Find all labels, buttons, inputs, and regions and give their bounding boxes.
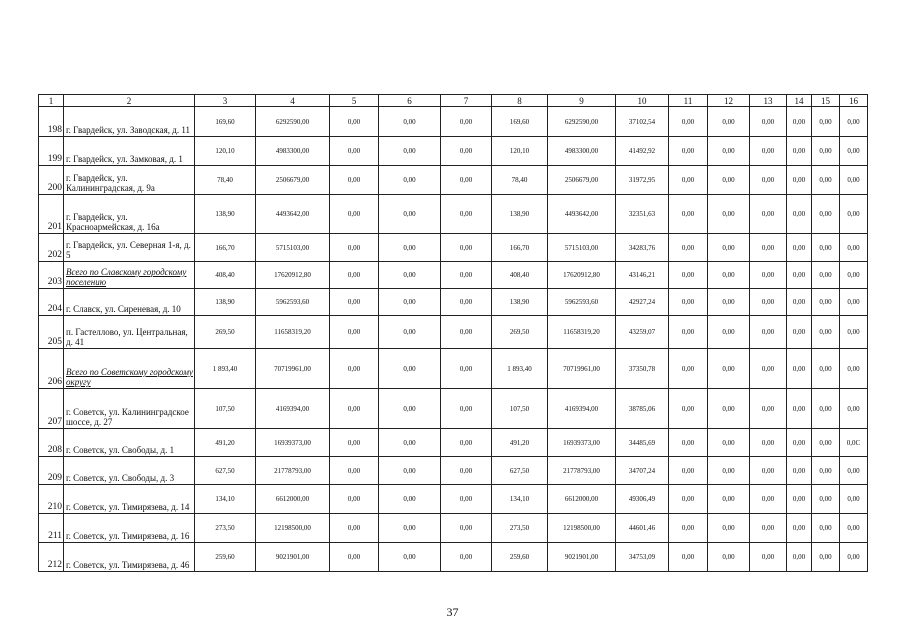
value-cell: 21778793,00	[548, 457, 616, 485]
header-cell: 7	[441, 95, 492, 107]
value-cell: 0,00	[379, 195, 441, 234]
value-cell: 34753,09	[616, 543, 669, 572]
table-row	[39, 543, 868, 572]
value-cell: 269,50	[195, 316, 256, 349]
value-cell: 0,00	[840, 262, 868, 289]
value-cell: 408,40	[195, 262, 256, 289]
value-cell: 12198500,00	[256, 514, 330, 543]
value-cell: 0,00	[669, 262, 708, 289]
value-cell: 134,10	[195, 485, 256, 514]
header-cell: 6	[379, 95, 441, 107]
value-cell: 0,00	[669, 457, 708, 485]
value-cell: 0,00	[812, 429, 840, 457]
header-cell: 12	[708, 95, 750, 107]
header-cell: 10	[616, 95, 669, 107]
value-cell: 0,00	[840, 166, 868, 195]
header-cell: 15	[812, 95, 840, 107]
value-cell: 0,00	[441, 485, 492, 514]
value-cell: 0,00	[787, 262, 812, 289]
table-row	[39, 234, 868, 262]
value-cell: 0,00	[441, 543, 492, 572]
value-cell: 34485,69	[616, 429, 669, 457]
value-cell: 4983300,00	[548, 137, 616, 166]
subtotal-label: Всего по Советскому городскому округу	[64, 349, 195, 389]
value-cell: 627,50	[492, 457, 548, 485]
value-cell: 0,00	[750, 349, 787, 389]
value-cell: 70719961,00	[548, 349, 616, 389]
header-row	[39, 95, 868, 107]
value-cell: 0,00	[708, 137, 750, 166]
value-cell: 78,40	[195, 166, 256, 195]
table-row	[39, 289, 868, 316]
header-cell: 5	[330, 95, 379, 107]
value-cell: 4983300,00	[256, 137, 330, 166]
value-cell: 44601,46	[616, 514, 669, 543]
value-cell: 107,50	[492, 389, 548, 429]
header-cell: 14	[787, 95, 812, 107]
value-cell: 16939373,00	[548, 429, 616, 457]
address-cell: г. Гвардейск, ул. Калининградская, д. 9а	[64, 166, 195, 195]
value-cell: 5962593,60	[256, 289, 330, 316]
value-cell: 0,00	[840, 107, 868, 137]
value-cell: 0,00	[379, 166, 441, 195]
table-row	[39, 514, 868, 543]
row-number: 198	[39, 107, 64, 137]
address-cell: г. Советск, ул. Тимирязева, д. 16	[64, 514, 195, 543]
row-number: 202	[39, 234, 64, 262]
value-cell: 0,00	[669, 195, 708, 234]
header-cell: 9	[548, 95, 616, 107]
value-cell: 0,00	[750, 107, 787, 137]
value-cell: 0,00	[441, 234, 492, 262]
value-cell: 408,40	[492, 262, 548, 289]
address-cell: г. Советск, ул. Тимирязева, д. 14	[64, 485, 195, 514]
value-cell: 0,00	[840, 457, 868, 485]
value-cell: 0,00	[379, 262, 441, 289]
row-number: 211	[39, 514, 64, 543]
value-cell: 0,00	[750, 137, 787, 166]
address-cell: г. Гвардейск, ул. Заводская, д. 11	[64, 107, 195, 137]
value-cell: 120,10	[195, 137, 256, 166]
value-cell: 0,00	[812, 137, 840, 166]
value-cell: 0,00	[669, 514, 708, 543]
value-cell: 37102,54	[616, 107, 669, 137]
value-cell: 4493642,00	[548, 195, 616, 234]
value-cell: 0,00	[750, 457, 787, 485]
data-table	[38, 94, 868, 572]
value-cell: 259,60	[195, 543, 256, 572]
value-cell: 0,00	[441, 166, 492, 195]
value-cell: 491,20	[492, 429, 548, 457]
value-cell: 0,00	[708, 429, 750, 457]
value-cell: 17620912,80	[256, 262, 330, 289]
value-cell: 0,00	[840, 349, 868, 389]
address-cell: п. Гастеллово, ул. Центральная, д. 41	[64, 316, 195, 349]
value-cell: 0,00	[708, 234, 750, 262]
value-cell: 627,50	[195, 457, 256, 485]
value-cell: 4169394,00	[548, 389, 616, 429]
value-cell: 70719961,00	[256, 349, 330, 389]
address-cell: г. Советск, ул. Калининградское шоссе, д. 27	[64, 389, 195, 429]
value-cell: 166,70	[492, 234, 548, 262]
value-cell: 0,00	[708, 349, 750, 389]
value-cell: 34283,76	[616, 234, 669, 262]
value-cell: 0,00	[840, 514, 868, 543]
value-cell: 0,00	[330, 137, 379, 166]
value-cell: 0,00	[379, 349, 441, 389]
value-cell: 0,00	[330, 195, 379, 234]
value-cell: 49306,49	[616, 485, 669, 514]
value-cell: 0,00	[787, 166, 812, 195]
value-cell: 0,00	[669, 107, 708, 137]
value-cell: 0,00	[708, 457, 750, 485]
value-cell: 0,00	[379, 316, 441, 349]
row-number: 210	[39, 485, 64, 514]
value-cell: 273,50	[195, 514, 256, 543]
value-cell: 5715103,00	[256, 234, 330, 262]
table-row	[39, 457, 868, 485]
table-row	[39, 316, 868, 349]
value-cell: 0,00	[787, 543, 812, 572]
header-cell: 11	[669, 95, 708, 107]
value-cell: 43259,07	[616, 316, 669, 349]
row-number: 200	[39, 166, 64, 195]
address-cell: г. Славск, ул. Сиреневая, д. 10	[64, 289, 195, 316]
value-cell: 166,70	[195, 234, 256, 262]
value-cell: 0,00	[379, 137, 441, 166]
address-cell: г. Советск, ул. Тимирязева, д. 46	[64, 543, 195, 572]
value-cell: 0,00	[787, 389, 812, 429]
value-cell: 0,00	[812, 514, 840, 543]
table-row	[39, 349, 868, 389]
value-cell: 2506679,00	[256, 166, 330, 195]
value-cell: 0,00	[441, 349, 492, 389]
value-cell: 0,00	[787, 137, 812, 166]
value-cell: 0,00	[840, 137, 868, 166]
value-cell: 0,00	[441, 429, 492, 457]
value-cell: 0,00	[708, 316, 750, 349]
table-row	[39, 429, 868, 457]
table-row	[39, 389, 868, 429]
value-cell: 6292590,00	[548, 107, 616, 137]
value-cell: 0,0С	[840, 429, 868, 457]
value-cell: 0,00	[669, 485, 708, 514]
value-cell: 0,00	[750, 316, 787, 349]
subtotal-label: Всего по Славскому городскому поселению	[64, 262, 195, 289]
row-number: 204	[39, 289, 64, 316]
table-body	[39, 95, 868, 572]
value-cell: 0,00	[669, 234, 708, 262]
header-cell: 4	[256, 95, 330, 107]
value-cell: 269,50	[492, 316, 548, 349]
value-cell: 0,00	[669, 543, 708, 572]
value-cell: 0,00	[669, 429, 708, 457]
value-cell: 21778793,00	[256, 457, 330, 485]
value-cell: 0,00	[787, 429, 812, 457]
value-cell: 0,00	[750, 195, 787, 234]
value-cell: 0,00	[379, 234, 441, 262]
value-cell: 0,00	[750, 485, 787, 514]
value-cell: 0,00	[379, 289, 441, 316]
value-cell: 120,10	[492, 137, 548, 166]
value-cell: 259,60	[492, 543, 548, 572]
value-cell: 38785,06	[616, 389, 669, 429]
header-cell: 13	[750, 95, 787, 107]
row-number: 199	[39, 137, 64, 166]
value-cell: 0,00	[330, 457, 379, 485]
row-number: 212	[39, 543, 64, 572]
value-cell: 0,00	[379, 514, 441, 543]
value-cell: 0,00	[330, 543, 379, 572]
header-cell: 8	[492, 95, 548, 107]
value-cell: 0,00	[787, 349, 812, 389]
value-cell: 0,00	[708, 262, 750, 289]
table-row	[39, 166, 868, 195]
value-cell: 0,00	[708, 195, 750, 234]
value-cell: 0,00	[708, 289, 750, 316]
value-cell: 0,00	[840, 389, 868, 429]
table-row	[39, 107, 868, 137]
row-number: 206	[39, 349, 64, 389]
value-cell: 138,90	[195, 195, 256, 234]
value-cell: 0,00	[330, 234, 379, 262]
value-cell: 0,00	[708, 543, 750, 572]
row-number: 209	[39, 457, 64, 485]
value-cell: 0,00	[441, 389, 492, 429]
value-cell: 4493642,00	[256, 195, 330, 234]
value-cell: 0,00	[379, 457, 441, 485]
value-cell: 0,00	[787, 289, 812, 316]
value-cell: 11658319,20	[548, 316, 616, 349]
header-cell: 16	[840, 95, 868, 107]
value-cell: 0,00	[669, 166, 708, 195]
value-cell: 107,50	[195, 389, 256, 429]
value-cell: 0,00	[840, 234, 868, 262]
value-cell: 0,00	[669, 137, 708, 166]
address-cell: г. Советск, ул. Свободы, д. 3	[64, 457, 195, 485]
value-cell: 0,00	[812, 289, 840, 316]
value-cell: 0,00	[787, 485, 812, 514]
value-cell: 0,00	[669, 289, 708, 316]
value-cell: 138,90	[195, 289, 256, 316]
value-cell: 0,00	[812, 166, 840, 195]
value-cell: 0,00	[840, 485, 868, 514]
value-cell: 4169394,00	[256, 389, 330, 429]
value-cell: 0,00	[840, 289, 868, 316]
value-cell: 0,00	[379, 389, 441, 429]
header-cell: 3	[195, 95, 256, 107]
value-cell: 11658319,20	[256, 316, 330, 349]
value-cell: 0,00	[330, 316, 379, 349]
value-cell: 0,00	[750, 389, 787, 429]
value-cell: 0,00	[812, 262, 840, 289]
value-cell: 491,20	[195, 429, 256, 457]
value-cell: 0,00	[379, 543, 441, 572]
value-cell: 0,00	[379, 429, 441, 457]
value-cell: 0,00	[750, 262, 787, 289]
value-cell: 1 893,40	[195, 349, 256, 389]
value-cell: 0,00	[669, 389, 708, 429]
value-cell: 0,00	[812, 485, 840, 514]
value-cell: 0,00	[330, 514, 379, 543]
value-cell: 42927,24	[616, 289, 669, 316]
value-cell: 0,00	[708, 107, 750, 137]
address-cell: г. Гвардейск, ул. Северная 1-я, д. 5	[64, 234, 195, 262]
value-cell: 0,00	[840, 543, 868, 572]
value-cell: 6292590,00	[256, 107, 330, 137]
value-cell: 0,00	[330, 349, 379, 389]
value-cell: 0,00	[787, 457, 812, 485]
value-cell: 138,90	[492, 289, 548, 316]
address-cell: г. Гвардейск, ул. Замковая, д. 1	[64, 137, 195, 166]
header-cell: 2	[64, 95, 195, 107]
value-cell: 6612000,00	[256, 485, 330, 514]
value-cell: 0,00	[441, 514, 492, 543]
value-cell: 0,00	[812, 234, 840, 262]
value-cell: 78,40	[492, 166, 548, 195]
value-cell: 41492,92	[616, 137, 669, 166]
value-cell: 0,00	[330, 289, 379, 316]
value-cell: 0,00	[330, 262, 379, 289]
value-cell: 0,00	[379, 485, 441, 514]
value-cell: 0,00	[330, 166, 379, 195]
value-cell: 0,00	[708, 514, 750, 543]
value-cell: 0,00	[787, 195, 812, 234]
value-cell: 0,00	[441, 289, 492, 316]
value-cell: 0,00	[441, 107, 492, 137]
value-cell: 9021901,00	[256, 543, 330, 572]
value-cell: 0,00	[441, 316, 492, 349]
row-number: 208	[39, 429, 64, 457]
value-cell: 0,00	[708, 389, 750, 429]
value-cell: 0,00	[330, 429, 379, 457]
table-row	[39, 485, 868, 514]
value-cell: 1 893,40	[492, 349, 548, 389]
value-cell: 0,00	[840, 195, 868, 234]
row-number: 203	[39, 262, 64, 289]
value-cell: 0,00	[750, 289, 787, 316]
value-cell: 0,00	[441, 457, 492, 485]
value-cell: 0,00	[812, 316, 840, 349]
value-cell: 0,00	[708, 485, 750, 514]
value-cell: 0,00	[812, 195, 840, 234]
value-cell: 0,00	[441, 262, 492, 289]
value-cell: 0,00	[330, 389, 379, 429]
address-cell: г. Гвардейск, ул. Красноармейская, д. 16а	[64, 195, 195, 234]
value-cell: 0,00	[750, 166, 787, 195]
value-cell: 0,00	[787, 514, 812, 543]
value-cell: 0,00	[441, 137, 492, 166]
header-cell: 1	[39, 95, 64, 107]
value-cell: 31972,95	[616, 166, 669, 195]
value-cell: 134,10	[492, 485, 548, 514]
value-cell: 34707,24	[616, 457, 669, 485]
value-cell: 0,00	[812, 543, 840, 572]
value-cell: 0,00	[812, 389, 840, 429]
value-cell: 169,60	[195, 107, 256, 137]
value-cell: 6612000,00	[548, 485, 616, 514]
table-row	[39, 195, 868, 234]
value-cell: 273,50	[492, 514, 548, 543]
value-cell: 0,00	[379, 107, 441, 137]
value-cell: 5962593,60	[548, 289, 616, 316]
value-cell: 0,00	[330, 485, 379, 514]
value-cell: 0,00	[750, 429, 787, 457]
row-number: 207	[39, 389, 64, 429]
value-cell: 2506679,00	[548, 166, 616, 195]
value-cell: 17620912,80	[548, 262, 616, 289]
value-cell: 0,00	[812, 349, 840, 389]
value-cell: 0,00	[750, 514, 787, 543]
value-cell: 0,00	[812, 457, 840, 485]
value-cell: 0,00	[787, 107, 812, 137]
value-cell: 0,00	[787, 234, 812, 262]
value-cell: 0,00	[750, 543, 787, 572]
value-cell: 0,00	[441, 195, 492, 234]
table-row	[39, 262, 868, 289]
value-cell: 32351,63	[616, 195, 669, 234]
value-cell: 16939373,00	[256, 429, 330, 457]
row-number: 205	[39, 316, 64, 349]
value-cell: 138,90	[492, 195, 548, 234]
value-cell: 12198500,00	[548, 514, 616, 543]
value-cell: 43146,21	[616, 262, 669, 289]
table-row	[39, 137, 868, 166]
value-cell: 0,00	[669, 349, 708, 389]
value-cell: 0,00	[708, 166, 750, 195]
value-cell: 0,00	[669, 316, 708, 349]
page-number: 37	[446, 605, 459, 619]
value-cell: 0,00	[787, 316, 812, 349]
value-cell: 37350,78	[616, 349, 669, 389]
value-cell: 5715103,00	[548, 234, 616, 262]
row-number: 201	[39, 195, 64, 234]
value-cell: 0,00	[812, 107, 840, 137]
value-cell: 169,60	[492, 107, 548, 137]
address-cell: г. Советск, ул. Свободы, д. 1	[64, 429, 195, 457]
value-cell: 0,00	[750, 234, 787, 262]
value-cell: 0,00	[330, 107, 379, 137]
value-cell: 9021901,00	[548, 543, 616, 572]
value-cell: 0,00	[840, 316, 868, 349]
